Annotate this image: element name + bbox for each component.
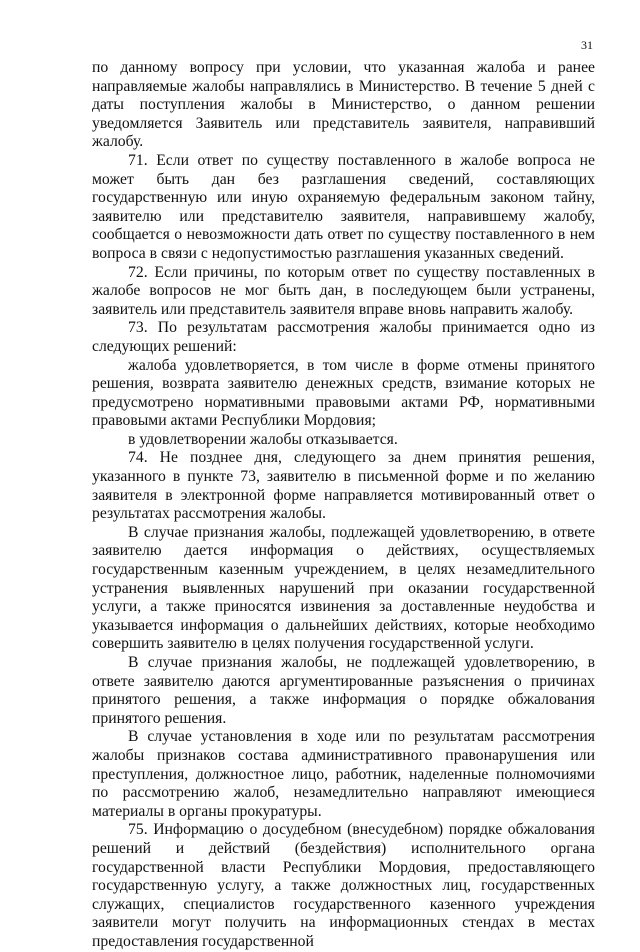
paragraph-74: 74. Не позднее дня, следующего за днем принятия решения, указанного в пункте 73, заявителю в письменной форме и по желанию заявителя в электронной форме направляется мотивированный ответ о результатах рассмотрения жалобы. [92, 449, 595, 523]
paragraph-75: 75. Информацию о досудебном (внесудебном) порядке обжалования решений и действий (бездействия) исполнительного органа государственной власти Республики Мордовия, предоставляющего государственную услугу, а также должностных лиц, государственных служащих, специалистов государственного казенного учреждения заявители могут получить на информационных стендах в местах предоставления государственной [92, 821, 595, 950]
paragraph-continuation: по данному вопросу при условии, что указанная жалоба и ранее направляемые жалобы направлялись в Министерство. В течение 5 дней с даты поступления жалобы в Министерство, о данном решении уведомляется Заявитель или представитель заявителя, направивший жалобу. [92, 59, 595, 151]
paragraph-72: 72. Если причины, по которым ответ по существу поставленных в жалобе вопросов не мог быть дан, в последующем были устранены, заявитель или представитель заявителя вправе вновь направить жалобу. [92, 263, 595, 318]
page-number: 31 [581, 38, 593, 52]
paragraph-73-option-refused: в удовлетворении жалобы отказывается. [128, 430, 398, 448]
paragraph-71: 71. Если ответ по существу поставленного в жалобе вопроса не может быть дан без разглашения сведений, составляющих государственную или иную охраняемую федеральным законом тайну, заявителю или представителю заявителя, направившему жалобу, сообщается о невозможности дать ответ по существу поставленного в нем вопроса в связи с недопустимостью разглашения указанных сведений. [92, 151, 595, 262]
paragraph-73: 73. По результатам рассмотрения жалобы принимается одно из следующих решений: [92, 319, 595, 355]
paragraph-74-satisfied-case: В случае признания жалобы, подлежащей удовлетворению, в ответе заявителю дается информация о действиях, осуществляемых государственным казенным учреждением, в целях незамедлительного устранения выявленных нарушений при оказании государственной услуги, а также приносятся извинения за доставленные неудобства и указывается информация о дальнейших действиях, которые необходимо совершить заявителю в целях получения государственной услуги. [92, 523, 595, 653]
paragraph-74-prosecution-case: В случае установления в ходе или по результатам рассмотрения жалобы признаков состава административного правонарушения или преступления, должностное лицо, работник, наделенные полномочиями по рассмотрению жалоб, незамедлительно направляют имеющиеся материалы в органы прокуратуры. [92, 728, 595, 820]
document-body [92, 59, 595, 952]
paragraph-73-option-satisfied: жалоба удовлетворяется, в том числе в форме отмены принятого решения, возврата заявителю денежных средств, взимание которых не предусмотрено нормативными правовыми актами РФ, нормативными правовыми актами Республики Мордовия; [92, 356, 595, 430]
paragraph-74-unsatisfied-case: В случае признания жалобы, не подлежащей удовлетворению, в ответе заявителю даются аргументированные разъяснения о причинах принятого решения, а также информация о порядке обжалования принятого решения. [92, 654, 595, 727]
